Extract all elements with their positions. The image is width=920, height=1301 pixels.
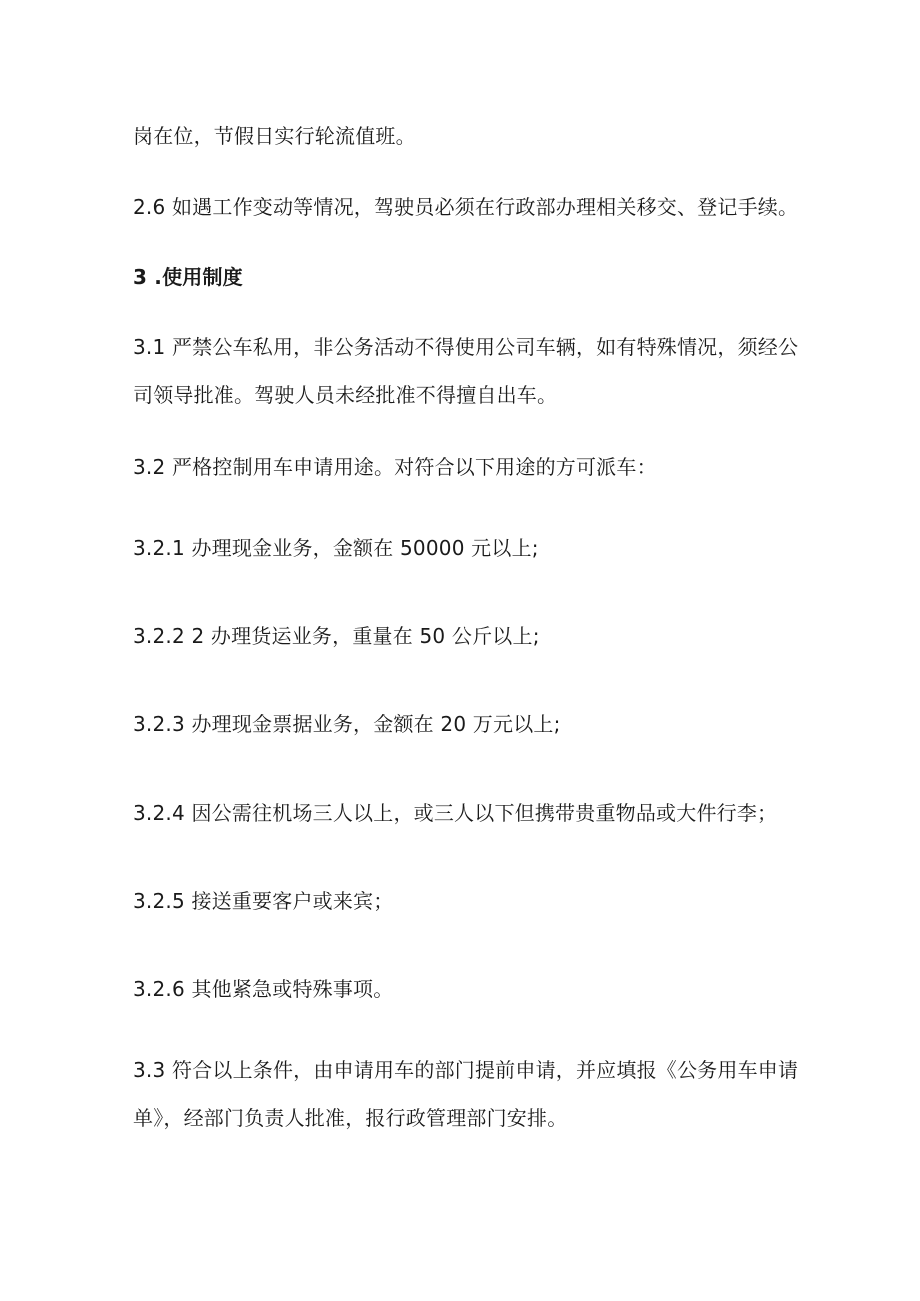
list-item: 3.2.2 2 办理货运业务，重量在 50 公斤以上; [133, 624, 540, 648]
text-line: 司领导批准。驾驶人员未经批准不得擅自出车。 [133, 383, 558, 407]
list-item: 3.2.4 因公需往机场三人以上，或三人以下但携带贵重物品或大件行李； [133, 801, 778, 825]
text-line: 岗在位，节假日实行轮流值班。 [133, 124, 416, 148]
text-line: 2.6 如遇工作变动等情况，驾驶员必须在行政部办理相关移交、登记手续。 [133, 195, 799, 219]
list-item: 3.2.6 其他紧急或特殊事项。 [133, 977, 394, 1001]
list-item: 3.2.5 接送重要客户或来宾； [133, 889, 394, 913]
list-item: 3.2.1 办理现金业务，金额在 50000 元以上; [133, 536, 539, 560]
text-line: 3.3 符合以上条件，由申请用车的部门提前申请，并应填报《公务用车申请 [133, 1058, 799, 1082]
text-line: 3.2 严格控制用车申请用途。对符合以下用途的方可派车： [133, 455, 657, 479]
text-line: 3.1 严禁公车私用，非公务活动不得使用公司车辆，如有特殊情况，须经公 [133, 335, 799, 359]
text-line: 单》，经部门负责人批准，报行政管理部门安排。 [133, 1106, 568, 1130]
section-heading: 3 .使用制度 [133, 265, 243, 289]
list-item: 3.2.3 办理现金票据业务，金额在 20 万元以上; [133, 712, 561, 736]
